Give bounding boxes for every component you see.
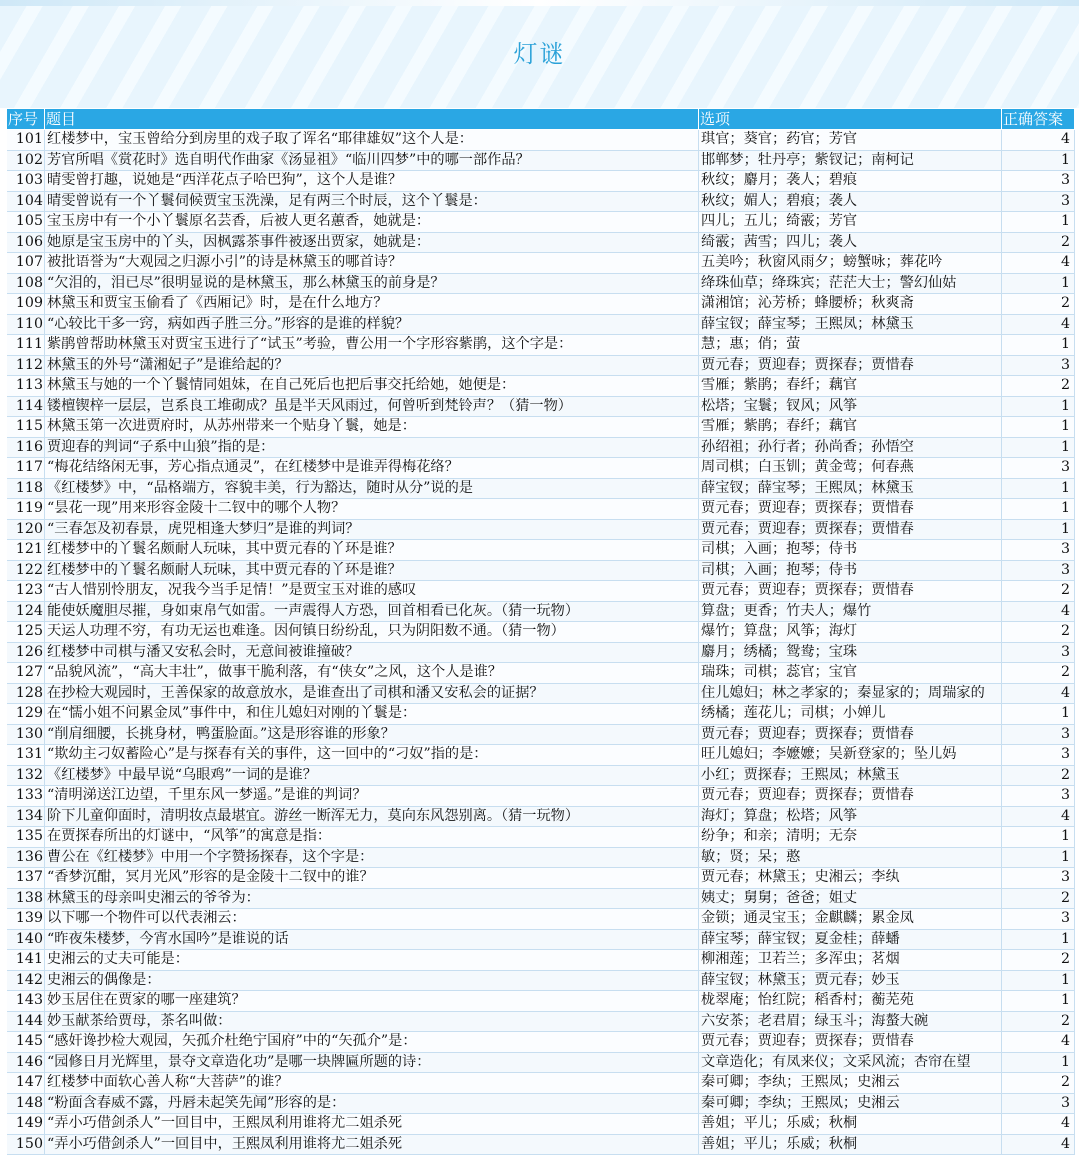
correct-answer: 4: [1002, 1114, 1075, 1135]
question-options: 薛宝钗；林黛玉；贾元春；妙玉: [699, 970, 1002, 991]
table-row: [7, 929, 1075, 950]
table-row: [7, 560, 1075, 581]
question-options: 慧；惠；俏；萤: [699, 335, 1002, 356]
table-row: [7, 786, 1075, 807]
table-row: [7, 1052, 1075, 1073]
question-text: 贾迎春的判词“子系中山狼”指的是：: [45, 437, 699, 458]
question-text: 红楼梦中的丫鬟名颇耐人玩味，其中贾元春的丫环是谁？: [45, 560, 699, 581]
question-text: 妙玉献茶给贾母，茶名叫做：: [45, 1011, 699, 1032]
question-number: 140: [7, 929, 45, 950]
question-number: 104: [7, 191, 45, 212]
table-row: [7, 130, 1075, 151]
question-options: 金锁；通灵宝玉；金麒麟；累金凤: [699, 909, 1002, 930]
question-options: 贾元春；贾迎春；贾探春；贾惜春: [699, 724, 1002, 745]
question-number: 136: [7, 847, 45, 868]
question-number: 111: [7, 335, 45, 356]
table-row: [7, 1073, 1075, 1094]
table-row: [7, 376, 1075, 397]
quiz-table: [6, 108, 1075, 1155]
question-text: “品貌风流”，“高大丰壮”，做事干脆利落，有“侠女”之风，这个人是谁？: [45, 663, 699, 684]
question-text: 她原是宝玉房中的丫头，因枫露茶事件被逐出贾家，她就是：: [45, 232, 699, 253]
table-row: [7, 1032, 1075, 1053]
question-text: “削肩细腰，长挑身材，鸭蛋脸面。”这是形容谁的形象？: [45, 724, 699, 745]
question-number: 119: [7, 499, 45, 520]
correct-answer: 1: [1002, 827, 1075, 848]
question-text: 晴雯曾打趣，说她是“西洋花点子哈巴狗”，这个人是谁？: [45, 171, 699, 192]
question-options: 秋纹；媚人；碧痕；袭人: [699, 191, 1002, 212]
table-row: [7, 458, 1075, 479]
table-row: [7, 478, 1075, 499]
table-row: [7, 847, 1075, 868]
question-text: 天运人功理不穷，有功无运也难逢。因何镇日纷纷乱，只为阴阳数不通。（猜一物）: [45, 622, 699, 643]
correct-answer: 1: [1002, 847, 1075, 868]
correct-answer: 3: [1002, 745, 1075, 766]
correct-answer: 1: [1002, 991, 1075, 1012]
question-options: 贾元春；贾迎春；贾探春；贾惜春: [699, 786, 1002, 807]
question-options: 松塔；宝鬟；钗风；风筝: [699, 396, 1002, 417]
question-text: 在“懦小姐不问累金凤”事件中，和住儿媳妇对刚的丫鬟是：: [45, 704, 699, 725]
question-number: 135: [7, 827, 45, 848]
correct-answer: 2: [1002, 581, 1075, 602]
question-number: 139: [7, 909, 45, 930]
question-options: 雪雁；紫鹃；春纤；藕官: [699, 376, 1002, 397]
correct-answer: 1: [1002, 499, 1075, 520]
table-row: [7, 827, 1075, 848]
correct-answer: 2: [1002, 1011, 1075, 1032]
column-header-options: 选项: [699, 109, 1002, 130]
question-options: 潇湘馆；沁芳桥；蜂腰桥；秋爽斋: [699, 294, 1002, 315]
question-number: 112: [7, 355, 45, 376]
table-row: [7, 745, 1075, 766]
correct-answer: 1: [1002, 519, 1075, 540]
question-text: 在贾探春所出的灯谜中，“风筝”的寓意是指：: [45, 827, 699, 848]
question-number: 125: [7, 622, 45, 643]
correct-answer: 2: [1002, 765, 1075, 786]
question-options: 住儿媳妇；林之孝家的；秦显家的；周瑞家的: [699, 683, 1002, 704]
table-row: [7, 191, 1075, 212]
question-text: 能使妖魔胆尽摧，身如束帛气如雷。一声震得人方恐，回首相看已化灰。（猜一玩物）: [45, 601, 699, 622]
question-number: 118: [7, 478, 45, 499]
table-row: [7, 355, 1075, 376]
question-options: 麝月；绣橘；鸳鸯；宝珠: [699, 642, 1002, 663]
correct-answer: 2: [1002, 622, 1075, 643]
question-options: 贾元春；林黛玉；史湘云；李纨: [699, 868, 1002, 889]
question-number: 105: [7, 212, 45, 233]
question-options: 五美吟；秋窗风雨夕；螃蟹咏；葬花吟: [699, 253, 1002, 274]
correct-answer: 1: [1002, 437, 1075, 458]
correct-answer: 4: [1002, 601, 1075, 622]
question-number: 106: [7, 232, 45, 253]
question-number: 122: [7, 560, 45, 581]
question-text: 在抄检大观园时，王善保家的故意放水，是谁查出了司棋和潘又安私会的证据？: [45, 683, 699, 704]
question-number: 144: [7, 1011, 45, 1032]
question-options: 柳湘莲；卫若兰；多浑虫；茗烟: [699, 950, 1002, 971]
question-text: 妙玉居住在贾家的哪一座建筑？: [45, 991, 699, 1012]
question-number: 145: [7, 1032, 45, 1053]
question-text: 芳官所唱《赏花时》选自明代作曲家《汤显祖》“临川四梦”中的哪一部作品？: [45, 150, 699, 171]
table-row: [7, 909, 1075, 930]
correct-answer: 2: [1002, 232, 1075, 253]
question-text: 《红楼梦》中最早说“乌眼鸡”一词的是谁？: [45, 765, 699, 786]
question-options: 秦可卿；李纨；王熙凤；史湘云: [699, 1073, 1002, 1094]
correct-answer: 2: [1002, 663, 1075, 684]
table-row: [7, 704, 1075, 725]
question-text: “粉面含春威不露，丹唇未起笑先闻”形容的是：: [45, 1093, 699, 1114]
question-options: 孙绍祖；孙行者；孙尚香；孙悟空: [699, 437, 1002, 458]
question-options: 贾元春；贾迎春；贾探春；贾惜春: [699, 499, 1002, 520]
table-row: [7, 519, 1075, 540]
table-row: [7, 1134, 1075, 1155]
question-options: 司棋；入画；抱琴；侍书: [699, 560, 1002, 581]
question-text: “昨夜朱楼梦，今宵水国吟”是谁说的话: [45, 929, 699, 950]
question-number: 120: [7, 519, 45, 540]
question-options: 贾元春；贾迎春；贾探春；贾惜春: [699, 1032, 1002, 1053]
question-number: 138: [7, 888, 45, 909]
question-options: 琪官；葵官；药官；芳官: [699, 130, 1002, 151]
question-number: 137: [7, 868, 45, 889]
correct-answer: 4: [1002, 1134, 1075, 1155]
question-options: 贾元春；贾迎春；贾探春；贾惜春: [699, 519, 1002, 540]
question-options: 文章造化；有凤来仪；文采风流；杏帘在望: [699, 1052, 1002, 1073]
question-text: 红楼梦中，宝玉曾给分到房里的戏子取了诨名“耶律雄奴”这个人是：: [45, 130, 699, 151]
correct-answer: 1: [1002, 335, 1075, 356]
table-row: [7, 868, 1075, 889]
question-options: 贾元春；贾迎春；贾探春；贾惜春: [699, 581, 1002, 602]
table-row: [7, 499, 1075, 520]
question-text: 阶下儿童仰面时，清明妆点最堪宜。游丝一断浑无力，莫向东风怨别离。（猜一玩物）: [45, 806, 699, 827]
question-options: 雪雁；紫鹃；春纤；藕官: [699, 417, 1002, 438]
question-number: 108: [7, 273, 45, 294]
question-text: 红楼梦中面软心善人称“大菩萨”的谁？: [45, 1073, 699, 1094]
table-row: [7, 622, 1075, 643]
question-text: “心较比干多一窍，病如西子胜三分。”形容的是谁的样貌？: [45, 314, 699, 335]
table-row: [7, 581, 1075, 602]
correct-answer: 4: [1002, 806, 1075, 827]
question-text: 林黛玉第一次进贾府时，从苏州带来一个贴身丫鬟，她是：: [45, 417, 699, 438]
question-number: 121: [7, 540, 45, 561]
question-number: 133: [7, 786, 45, 807]
question-text: 林黛玉的母亲叫史湘云的爷爷为：: [45, 888, 699, 909]
question-options: 薛宝钗；薛宝琴；王熙凤；林黛玉: [699, 478, 1002, 499]
question-options: 敏；贤；呆；憨: [699, 847, 1002, 868]
question-text: “欠泪的，泪已尽”很明显说的是林黛玉，那么林黛玉的前身是？: [45, 273, 699, 294]
correct-answer: 1: [1002, 478, 1075, 499]
question-options: 算盘；更香；竹夫人；爆竹: [699, 601, 1002, 622]
question-text: “香梦沉酣，冥月光风”形容的是金陵十二钗中的谁？: [45, 868, 699, 889]
question-number: 101: [7, 130, 45, 151]
correct-answer: 3: [1002, 540, 1075, 561]
correct-answer: 3: [1002, 560, 1075, 581]
question-text: 史湘云的偶像是：: [45, 970, 699, 991]
table-row: [7, 888, 1075, 909]
question-options: 绮霰；茜雪；四儿；袭人: [699, 232, 1002, 253]
table-row: [7, 335, 1075, 356]
correct-answer: 1: [1002, 396, 1075, 417]
correct-answer: 2: [1002, 1073, 1075, 1094]
question-options: 善姐；平儿；乐威；秋桐: [699, 1114, 1002, 1135]
quiz-table-body: [7, 130, 1075, 1155]
correct-answer: 1: [1002, 1052, 1075, 1073]
table-row: [7, 314, 1075, 335]
question-text: “古人惜别怜朋友，况我今当手足情！”是贾宝玉对谁的感叹: [45, 581, 699, 602]
question-number: 129: [7, 704, 45, 725]
correct-answer: 1: [1002, 273, 1075, 294]
correct-answer: 2: [1002, 950, 1075, 971]
question-text: “弄小巧借剑杀人”一回目中，王熙凤利用谁将尤二姐杀死: [45, 1114, 699, 1135]
header-row: [7, 109, 1075, 130]
question-text: “梅花结络闲无事，芳心指点通灵”，在红楼梦中是谁弄得梅花络？: [45, 458, 699, 479]
question-options: 爆竹；算盘；风筝；海灯: [699, 622, 1002, 643]
question-options: 善姐；平儿；乐威；秋桐: [699, 1134, 1002, 1155]
correct-answer: 1: [1002, 929, 1075, 950]
question-number: 114: [7, 396, 45, 417]
correct-answer: 3: [1002, 191, 1075, 212]
question-number: 117: [7, 458, 45, 479]
question-options: 纷争；和亲；清明；无奈: [699, 827, 1002, 848]
question-number: 124: [7, 601, 45, 622]
question-text: 林黛玉的外号“潇湘妃子”是谁给起的？: [45, 355, 699, 376]
question-text: 曹公在《红楼梦》中用一个字赞扬探春，这个字是：: [45, 847, 699, 868]
question-options: 栊翠庵；怡红院；稻香村；蘅芜苑: [699, 991, 1002, 1012]
correct-answer: 3: [1002, 642, 1075, 663]
question-number: 131: [7, 745, 45, 766]
correct-answer: 1: [1002, 417, 1075, 438]
question-text: 林黛玉与她的一个丫鬟情同姐妹，在自己死后也把后事交托给她，她便是：: [45, 376, 699, 397]
table-row: [7, 396, 1075, 417]
correct-answer: 3: [1002, 868, 1075, 889]
question-number: 143: [7, 991, 45, 1012]
column-header-number: 序号: [7, 109, 45, 130]
correct-answer: 2: [1002, 294, 1075, 315]
table-row: [7, 1093, 1075, 1114]
table-row: [7, 232, 1075, 253]
correct-answer: 1: [1002, 150, 1075, 171]
correct-answer: 3: [1002, 909, 1075, 930]
question-number: 146: [7, 1052, 45, 1073]
correct-answer: 3: [1002, 1093, 1075, 1114]
question-number: 150: [7, 1134, 45, 1155]
column-header-answer: 正确答案: [1002, 109, 1075, 130]
question-options: 贾元春；贾迎春；贾探春；贾惜春: [699, 355, 1002, 376]
table-row: [7, 273, 1075, 294]
correct-answer: 2: [1002, 888, 1075, 909]
correct-answer: 1: [1002, 212, 1075, 233]
question-options: 四儿；五儿；绮霰；芳官: [699, 212, 1002, 233]
question-options: 瑞珠；司棋；蕊官；宝官: [699, 663, 1002, 684]
question-text: 紫鹃曾帮助林黛玉对贾宝玉进行了“试玉”考验，曹公用一个字形容紫鹃，这个字是：: [45, 335, 699, 356]
table-row: [7, 991, 1075, 1012]
question-options: 旺儿媳妇；李嬷嬷；吴新登家的；坠儿妈: [699, 745, 1002, 766]
question-number: 132: [7, 765, 45, 786]
table-row: [7, 212, 1075, 233]
table-row: [7, 724, 1075, 745]
correct-answer: 1: [1002, 704, 1075, 725]
question-text: “欺幼主刁奴蓄险心”是与探春有关的事件，这一回中的“刁奴”指的是：: [45, 745, 699, 766]
question-number: 109: [7, 294, 45, 315]
question-number: 116: [7, 437, 45, 458]
table-row: [7, 970, 1075, 991]
question-number: 130: [7, 724, 45, 745]
question-text: 《红楼梦》中，“品格端方，容貌丰美，行为豁达，随时从分”说的是: [45, 478, 699, 499]
table-row: [7, 663, 1075, 684]
table-row: [7, 950, 1075, 971]
question-options: 秋纹；麝月；袭人；碧痕: [699, 171, 1002, 192]
question-text: “弄小巧借剑杀人”一回目中，王熙凤利用谁将尤二姐杀死: [45, 1134, 699, 1155]
table-row: [7, 417, 1075, 438]
question-text: 晴雯曾说有一个丫鬟伺候贾宝玉洗澡，足有两三个时辰，这个丫鬟是：: [45, 191, 699, 212]
question-number: 115: [7, 417, 45, 438]
table-row: [7, 171, 1075, 192]
column-header-question: 题目: [45, 109, 699, 130]
correct-answer: 4: [1002, 253, 1075, 274]
question-number: 147: [7, 1073, 45, 1094]
question-options: 姨丈；舅舅；爸爸；姐丈: [699, 888, 1002, 909]
question-text: 宝玉房中有一个小丫鬟原名芸香，后被人更名蕙香，她就是：: [45, 212, 699, 233]
question-number: 123: [7, 581, 45, 602]
question-number: 142: [7, 970, 45, 991]
question-text: 被批语誉为“大观园之归源小引”的诗是林黛玉的哪首诗？: [45, 253, 699, 274]
correct-answer: 4: [1002, 130, 1075, 151]
table-row: [7, 1114, 1075, 1135]
correct-answer: 3: [1002, 355, 1075, 376]
correct-answer: 1: [1002, 970, 1075, 991]
question-number: 148: [7, 1093, 45, 1114]
correct-answer: 4: [1002, 683, 1075, 704]
question-options: 邯郸梦；牡丹亭；紫钗记；南柯记: [699, 150, 1002, 171]
question-text: 林黛玉和贾宝玉偷看了《西厢记》时，是在什么地方？: [45, 294, 699, 315]
question-options: 绛珠仙草；绛珠宾；茫茫大士；警幻仙姑: [699, 273, 1002, 294]
question-number: 110: [7, 314, 45, 335]
question-options: 薛宝琴；薛宝钗；夏金桂；薛蟠: [699, 929, 1002, 950]
question-text: “昙花一现”用来形容金陵十二钗中的哪个人物？: [45, 499, 699, 520]
table-row: [7, 540, 1075, 561]
question-number: 113: [7, 376, 45, 397]
question-number: 103: [7, 171, 45, 192]
question-text: 红楼梦中的丫鬟名颇耐人玩味，其中贾元春的丫环是谁？: [45, 540, 699, 561]
question-options: 薛宝钗；薛宝琴；王熙凤；林黛玉: [699, 314, 1002, 335]
table-row: [7, 806, 1075, 827]
correct-answer: 3: [1002, 171, 1075, 192]
table-row: [7, 294, 1075, 315]
table-row: [7, 437, 1075, 458]
table-row: [7, 1011, 1075, 1032]
correct-answer: 2: [1002, 376, 1075, 397]
question-options: 绣橘；莲花儿；司棋；小婵儿: [699, 704, 1002, 725]
question-text: 史湘云的丈夫可能是：: [45, 950, 699, 971]
table-row: [7, 253, 1075, 274]
question-options: 六安茶；老君眉；绿玉斗；海螯大碗: [699, 1011, 1002, 1032]
question-number: 126: [7, 642, 45, 663]
page-title: 灯谜: [513, 40, 566, 68]
correct-answer: 4: [1002, 1032, 1075, 1053]
question-text: “清明涕送江边望，千里东风一梦遥。”是谁的判词？: [45, 786, 699, 807]
table-row: [7, 683, 1075, 704]
question-number: 149: [7, 1114, 45, 1135]
question-number: 107: [7, 253, 45, 274]
question-options: 周司棋；白玉钏；黄金莺；何春燕: [699, 458, 1002, 479]
question-text: 以下哪一个物件可以代表湘云：: [45, 909, 699, 930]
question-number: 128: [7, 683, 45, 704]
correct-answer: 3: [1002, 458, 1075, 479]
question-text: 镂檀锲梓一层层，岂系良工堆砌成？虽是半天风雨过，何曾听到梵铃声？（猜一物）: [45, 396, 699, 417]
question-options: 司棋；入画；抱琴；侍书: [699, 540, 1002, 561]
question-text: “园修日月光辉里，景夺文章造化功”是哪一块牌匾所题的诗：: [45, 1052, 699, 1073]
question-options: 秦可卿；李纨；王熙凤；史湘云: [699, 1093, 1002, 1114]
correct-answer: 3: [1002, 786, 1075, 807]
question-options: 海灯；算盘；松塔；风筝: [699, 806, 1002, 827]
question-number: 102: [7, 150, 45, 171]
question-number: 134: [7, 806, 45, 827]
question-options: 小红；贾探春；王熙凤；林黛玉: [699, 765, 1002, 786]
question-text: “感奸谗抄检大观园，矢孤介杜绝宁国府”中的“矢孤介”是：: [45, 1032, 699, 1053]
table-row: [7, 642, 1075, 663]
question-number: 127: [7, 663, 45, 684]
question-number: 141: [7, 950, 45, 971]
table-row: [7, 601, 1075, 622]
question-text: 红楼梦中司棋与潘又安私会时，无意间被谁撞破？: [45, 642, 699, 663]
correct-answer: 3: [1002, 724, 1075, 745]
table-row: [7, 150, 1075, 171]
table-row: [7, 765, 1075, 786]
correct-answer: 4: [1002, 314, 1075, 335]
question-text: “三春怎及初春景，虎兕相逢大梦归”是谁的判词？: [45, 519, 699, 540]
